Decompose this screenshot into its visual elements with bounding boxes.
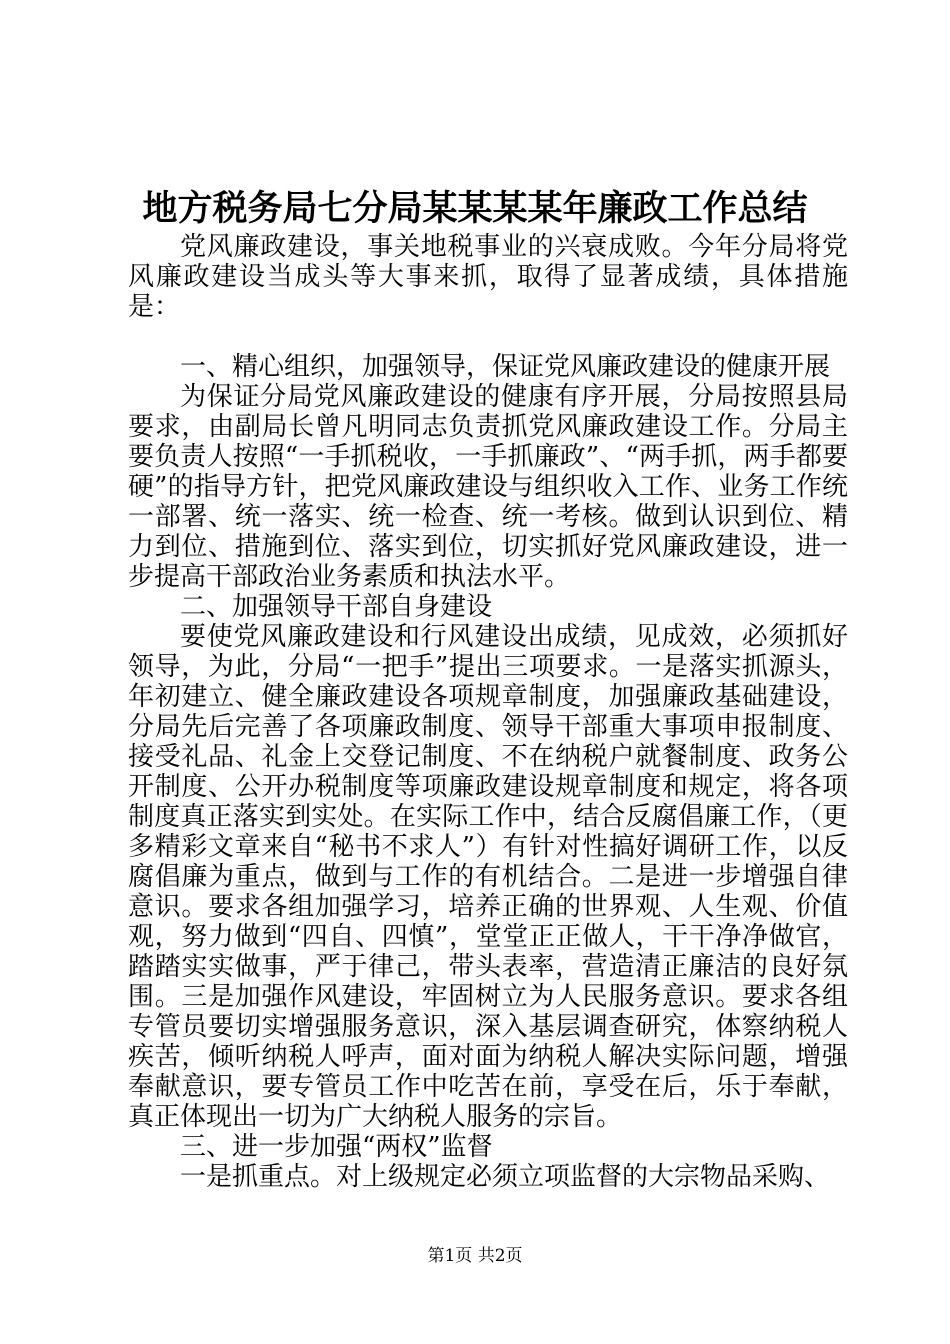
section-heading-2: 二、加强领导干部自身建设 <box>180 592 493 622</box>
page-footer: 第1页 共2页 <box>427 1246 523 1266</box>
document-title: 地方税务局七分局某某某某年廉政工作总结 <box>142 188 808 229</box>
section-body-3: 一是抓重点。对上级规定必须立项监督的大宗物品采购、 <box>180 1162 831 1192</box>
section-body-2: 要使党风廉政建设和行风建设出成绩，见成效，必须抓好领导，为此，分局“一把手”提出三项要求。一是落实抓源头，年初建立、健全廉政建设各项规章制度，加强廉政基础建设，分局先后完善了各项廉政制度、领导干部重大事项申报制度、接受礼品、礼金上交登记制度、不在纳税户就餐制度、政务公开制度、公开办税制度等项廉政建设规章制度和规定，将各项制度真正落实到实处。在实际工作中，结合反腐倡廉工作，（更多精彩文章来自“秘书不求人”）有针对性搞好调研工作，以反腐倡廉为重点，做到与工作的有机结合。二是进一步增强自律意识。要求各组加强学习，培养正确的世界观、人生观、价值观，努力做到“四自、四慎”，堂堂正正做人，干干净净做官，踏踏实实做事，严于律己，带头表率，营造清正廉洁的良好氛围。三是加强作风建设，牢固树立为人民服务意识。要求各组专管员要切实增强服务意识，深入基层调查研究，体察纳税人疾苦，倾听纳税人呼声，面对面为纳税人解决实际问题，增强奉献意识，要专管员工作中吃苦在前，享受在后，乐于奉献，真正体现出一切为广大纳税人服务的宗旨。 <box>128 622 848 1132</box>
section-heading-3: 三、进一步加强“两权”监督 <box>180 1132 493 1162</box>
section-heading-1: 一、精心组织，加强领导，保证党风廉政建设的健康开展 <box>180 352 831 382</box>
document-body <box>128 232 848 1192</box>
section-body-1: 为保证分局党风廉政建设的健康有序开展，分局按照县局要求，由副局长曾凡明同志负责抓党风廉政建设工作。分局主要负责人按照“一手抓税收，一手抓廉政”、“两手抓，两手都要硬”的指导方针，把党风廉政建设与组织收入工作、业务工作统一部署、统一落实、统一检查、统一考核。做到认识到位、精力到位、措施到位、落实到位，切实抓好党风廉政建设，进一步提高干部政治业务素质和执法水平。 <box>128 382 848 592</box>
intro-paragraph: 党风廉政建设，事关地税事业的兴衰成败。今年分局将党风廉政建设当成头等大事来抓，取得了显著成绩，具体措施是： <box>128 232 848 322</box>
